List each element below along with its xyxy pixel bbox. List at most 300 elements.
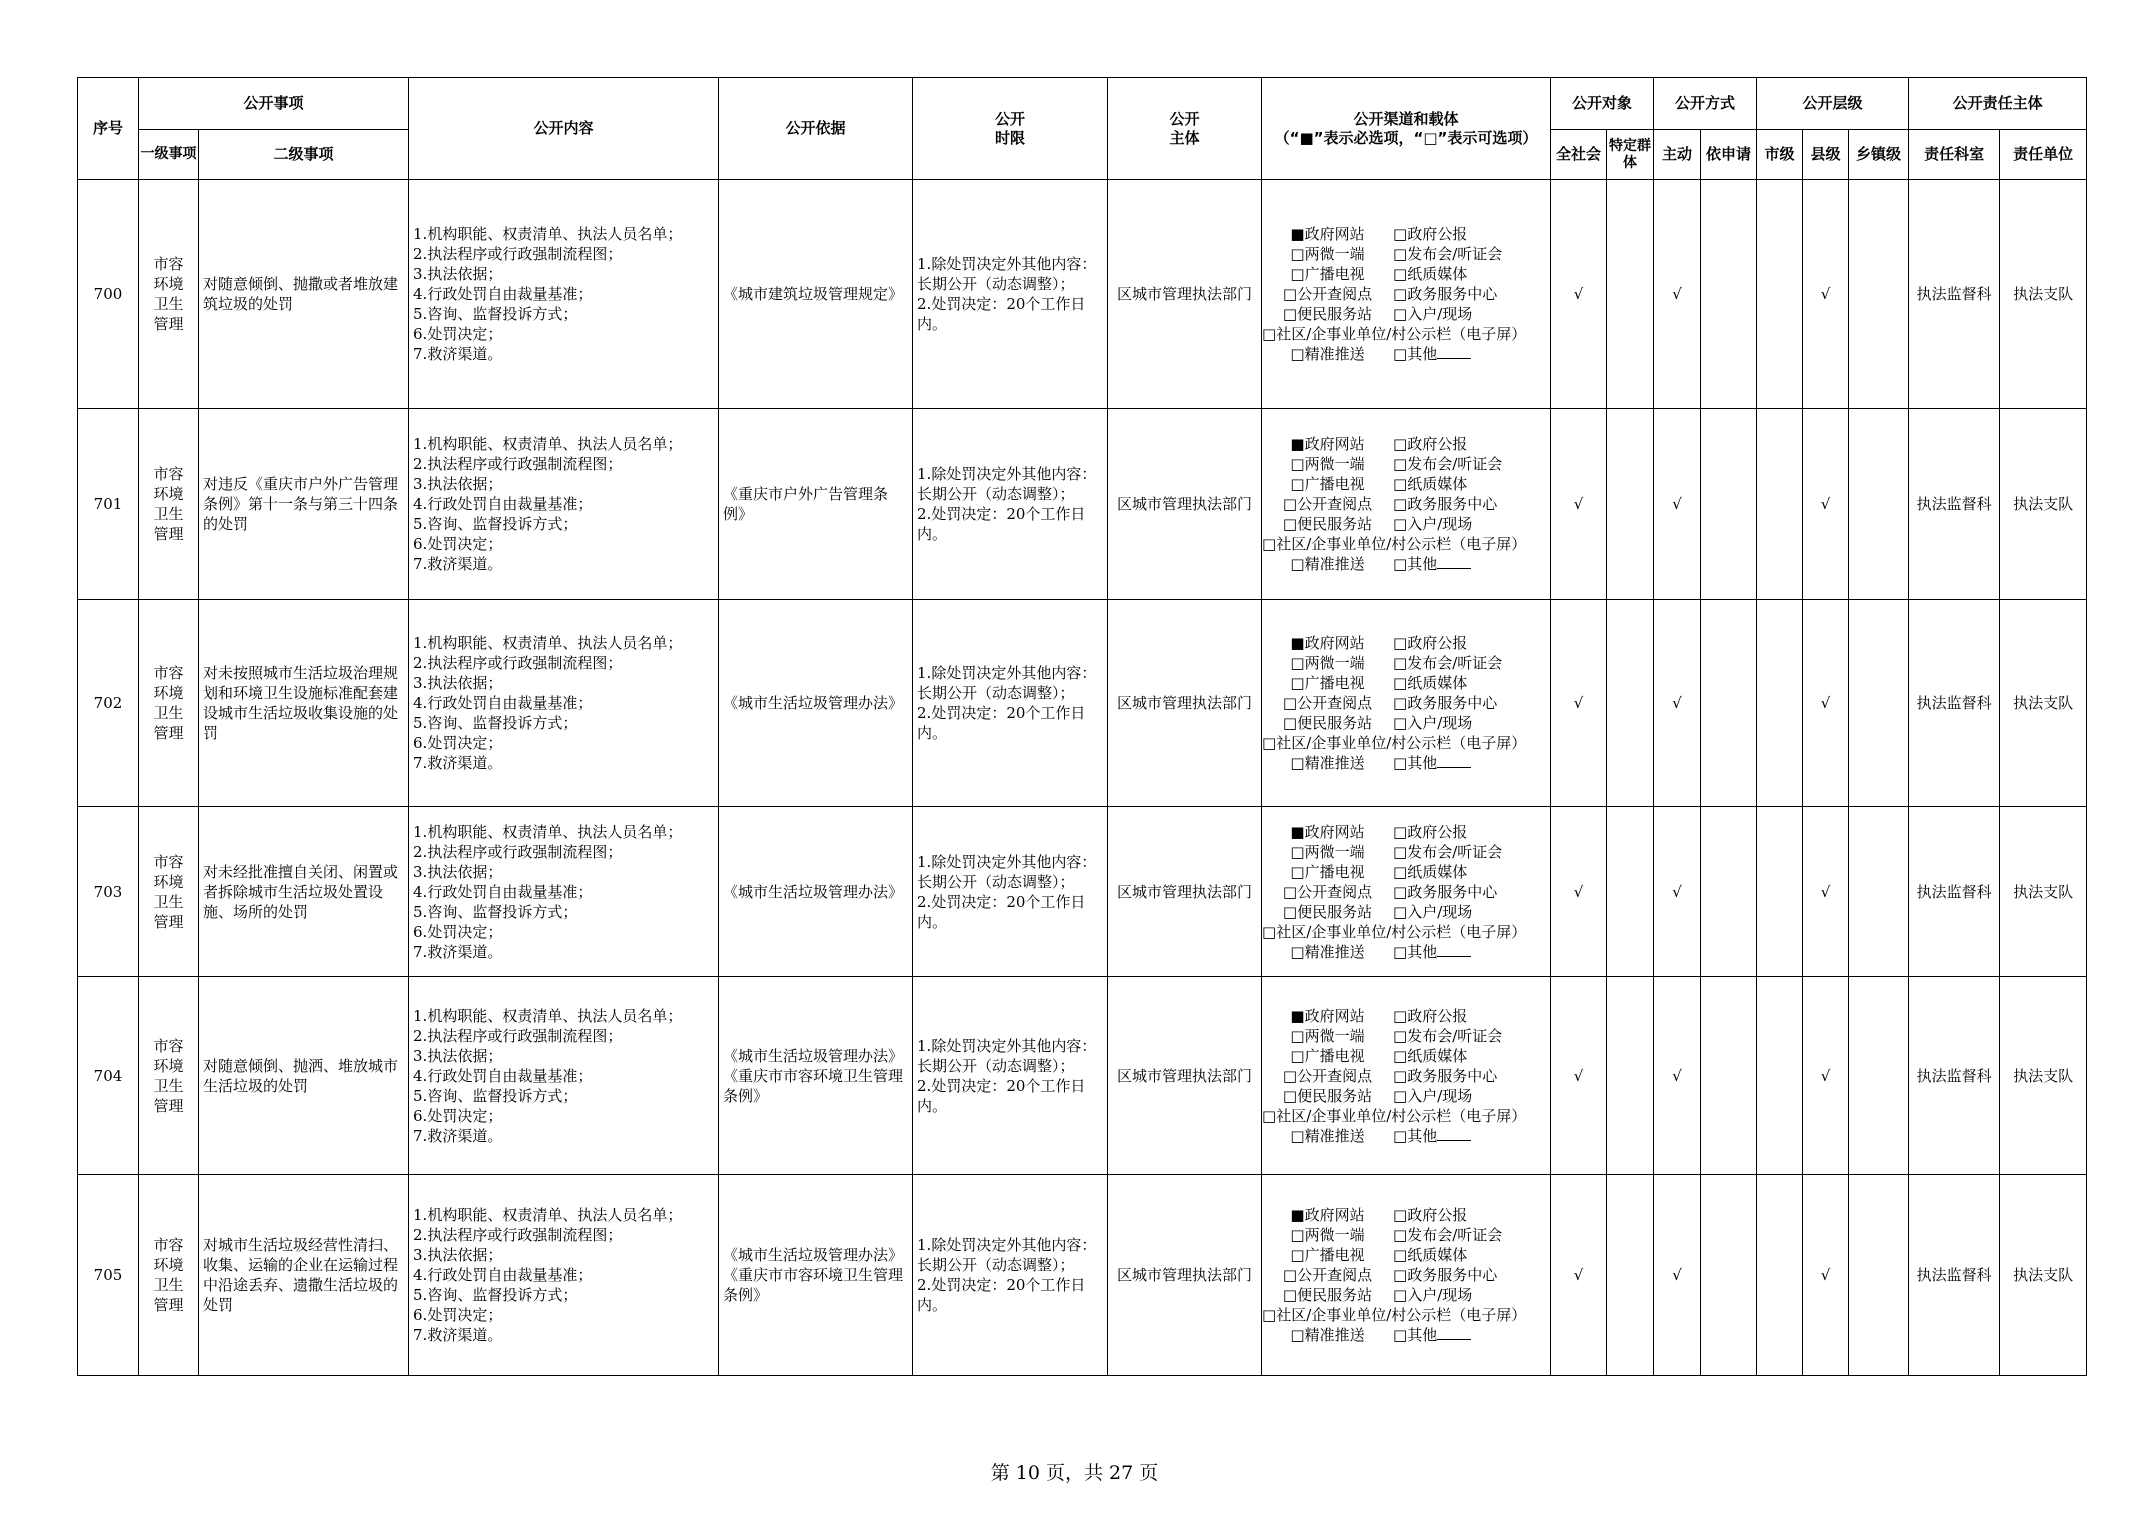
header-resp-unit: 责任单位 [2000,130,2087,180]
channel-option: □公开查阅点 [1282,882,1373,901]
header-time-limit: 公开 时限 [913,78,1108,180]
content-line: 6.处罚决定； [413,325,503,343]
channel-row [1262,822,1550,842]
row-basis: 《城市生活垃圾管理办法》《重庆市市容环境卫生管理条例》 [719,1175,913,1376]
header-level-county: 县级 [1803,130,1849,180]
check-mode-active: √ [1654,409,1701,600]
channel-option: □便民服务站 [1282,515,1373,533]
row-time-limit: 1.除处罚决定外其他内容：长期公开（动态调整）； 2.处罚决定：20个工作日内。 [913,977,1108,1175]
row-level2: 对未按照城市生活垃圾治理规划和环境卫生设施标准配套建设城市生活垃圾收集设施的处罚 [199,600,409,807]
channel-row [1262,1325,1550,1345]
channel-row [1262,1205,1550,1225]
channel-option [1393,1126,1471,1146]
check-level-county: √ [1803,977,1849,1175]
channel-option: □广播电视 [1290,674,1365,692]
header-mode-apply: 依申请 [1701,130,1757,180]
channel-option [1393,1026,1502,1046]
channel-option: □便民服务站 [1282,1086,1373,1105]
header-level1: 一级事项 [139,130,199,180]
header-object-special: 特定群体 [1607,130,1654,180]
check-level-city [1757,977,1803,1175]
content-line: 3.执法依据； [413,475,503,493]
content-line: 1.机构职能、权责清单、执法人员名单； [413,1206,683,1224]
channel-option-label: □发布会/听证会 [1393,654,1503,672]
row-time-limit: 1.除处罚决定外其他内容：长期公开（动态调整）； 2.处罚决定：20个工作日内。 [913,600,1108,807]
channel-option-label: □政务服务中心 [1393,285,1498,303]
channel-option-label: □其他 [1393,555,1438,573]
channel-option [1393,942,1471,962]
channel-option [1393,474,1467,494]
row-basis: 《城市建筑垃圾管理规定》 [719,180,913,409]
channel-row [1262,224,1550,244]
channel-option-label: □其他 [1393,1326,1438,1344]
row-channels [1262,977,1551,1175]
check-level-county: √ [1803,600,1849,807]
channel-row [1262,1245,1550,1265]
channel-option: □社区/企事业单位/村公示栏（电子屏） [1262,734,1527,752]
content-line: 7.救济渠道。 [413,942,503,961]
row-seq: 701 [78,409,139,600]
table-row [78,600,2087,807]
channel-option [1393,1066,1497,1086]
check-object-all: √ [1551,807,1607,977]
table-row [78,409,2087,600]
content-line: 7.救济渠道。 [413,1326,503,1344]
content-line: 2.执法程序或行政强制流程图； [413,842,623,861]
check-level-county: √ [1803,1175,1849,1376]
channel-option [1393,1245,1467,1265]
check-object-special [1607,1175,1654,1376]
channel-option: □公开查阅点 [1282,495,1373,513]
content-line: 3.执法依据； [413,674,503,692]
channel-option [1393,673,1467,693]
row-resp-office: 执法监督科 [1909,600,2000,807]
channel-option: □公开查阅点 [1282,1066,1373,1085]
channel-option [1393,494,1497,514]
channel-option-label: □政府公报 [1393,822,1468,841]
channel-option-label: □纸质媒体 [1393,1246,1468,1264]
row-level2: 对城市生活垃圾经营性清扫、收集、运输的企业在运输过程中沿途丢弃、遗撒生活垃圾的处罚 [199,1175,409,1376]
channel-option: □两微一端 [1290,1226,1365,1244]
channel-option: □广播电视 [1290,1246,1365,1264]
content-line: 3.执法依据； [413,862,503,881]
row-content [409,409,719,600]
content-line: 1.机构职能、权责清单、执法人员名单； [413,822,683,841]
content-line: 5.咨询、监督投诉方式； [413,902,578,921]
channel-option-label: □政务服务中心 [1393,694,1498,712]
header-resp-office: 责任科室 [1909,130,2000,180]
check-level-city [1757,409,1803,600]
channel-option [1393,753,1471,773]
channel-option-label: □纸质媒体 [1393,475,1468,493]
row-resp-office: 执法监督科 [1909,180,2000,409]
check-level-town [1849,180,1909,409]
content-line: 6.处罚决定； [413,1306,503,1324]
channel-row [1262,1106,1550,1126]
channel-option-label: □其他 [1393,942,1438,961]
channel-row [1262,284,1550,304]
header-object: 公开对象 [1551,78,1654,130]
channel-row [1262,693,1550,713]
channel-option: □精准推送 [1290,1126,1365,1145]
channel-option-label: □入户/现场 [1393,902,1473,921]
channel-row [1262,902,1550,922]
table-row [78,1175,2087,1376]
channel-row [1262,1006,1550,1026]
check-mode-apply [1701,1175,1757,1376]
channel-row [1262,882,1550,902]
channel-option-label: □发布会/听证会 [1393,455,1503,473]
check-level-county: √ [1803,409,1849,600]
disclosure-table [77,77,2087,1376]
check-level-city [1757,600,1803,807]
channel-row [1262,1225,1550,1245]
row-level2: 对未经批准擅自关闭、闲置或者拆除城市生活垃圾处置设施、场所的处罚 [199,807,409,977]
channel-option-label: □政务服务中心 [1393,1066,1498,1085]
channel-row [1262,1305,1550,1325]
header-resp: 公开责任主体 [1909,78,2087,130]
channel-option: □社区/企事业单位/村公示栏（电子屏） [1262,535,1527,553]
content-line: 4.行政处罚自由裁量基准； [413,694,593,712]
channel-option [1393,902,1472,922]
channel-row [1262,1046,1550,1066]
check-mode-active: √ [1654,977,1701,1175]
page-footer: 第 10 页，共 27 页 [990,1462,1159,1484]
channel-option [1393,1285,1472,1305]
channel-option [1393,344,1471,364]
check-object-special [1607,977,1654,1175]
other-blank-line [1437,554,1471,569]
header-level-city: 市级 [1757,130,1803,180]
header-subject: 公开 主体 [1108,78,1262,180]
check-mode-active: √ [1654,1175,1701,1376]
row-subject: 区城市管理执法部门 [1108,807,1262,977]
row-level1: 市容环境卫生管理 [139,1175,199,1376]
channel-option: □便民服务站 [1282,305,1373,323]
channel-option-label: □政府公报 [1393,634,1468,652]
channel-option [1393,1205,1467,1225]
channel-option-label: □入户/现场 [1393,1286,1473,1304]
content-line: 1.机构职能、权责清单、执法人员名单； [413,1006,683,1025]
channel-option [1393,842,1502,862]
channel-option: ■政府网站 [1290,822,1365,841]
row-resp-unit: 执法支队 [2000,807,2087,977]
channel-row [1262,673,1550,693]
content-line: 5.咨询、监督投诉方式； [413,305,578,323]
channel-option [1393,264,1467,284]
check-object-special [1607,600,1654,807]
channel-option-label: □政府公报 [1393,435,1468,453]
channel-option: □便民服务站 [1282,902,1373,921]
channel-option: □精准推送 [1290,345,1365,363]
channel-row [1262,304,1550,324]
other-blank-line [1437,942,1471,957]
channel-option: □精准推送 [1290,1326,1365,1344]
row-seq: 705 [78,1175,139,1376]
check-mode-apply [1701,977,1757,1175]
content-line: 4.行政处罚自由裁量基准； [413,1266,593,1284]
channel-row [1262,1265,1550,1285]
row-resp-unit: 执法支队 [2000,180,2087,409]
header-seq: 序号 [78,78,139,180]
row-level2: 对随意倾倒、抛洒、堆放城市生活垃圾的处罚 [199,977,409,1175]
channel-option: □社区/企事业单位/村公示栏（电子屏） [1262,325,1527,343]
row-subject: 区城市管理执法部门 [1108,1175,1262,1376]
channel-option [1393,304,1472,324]
row-level1: 市容环境卫生管理 [139,180,199,409]
channel-option-label: □政务服务中心 [1393,882,1498,901]
channel-option-label: □入户/现场 [1393,515,1473,533]
header-object-all: 全社会 [1551,130,1607,180]
row-basis: 《重庆市户外广告管理条例》 [719,409,913,600]
row-time-limit: 1.除处罚决定外其他内容：长期公开（动态调整）； 2.处罚决定：20个工作日内。 [913,180,1108,409]
check-object-all: √ [1551,409,1607,600]
channel-option: □公开查阅点 [1282,694,1373,712]
channel-row [1262,753,1550,773]
channel-option: □广播电视 [1290,265,1365,283]
channel-option [1393,224,1467,244]
row-seq: 702 [78,600,139,807]
content-line: 6.处罚决定； [413,535,503,553]
channel-row [1262,1026,1550,1046]
row-resp-unit: 执法支队 [2000,409,2087,600]
row-channels [1262,1175,1551,1376]
row-seq: 704 [78,977,139,1175]
channel-row [1262,1066,1550,1086]
row-channels [1262,807,1551,977]
channel-option-label: □纸质媒体 [1393,265,1468,283]
channel-option [1393,554,1471,574]
channel-option-label: □政府公报 [1393,225,1468,243]
row-time-limit: 1.除处罚决定外其他内容：长期公开（动态调整）； 2.处罚决定：20个工作日内。 [913,409,1108,600]
row-resp-unit: 执法支队 [2000,600,2087,807]
channel-option [1393,1046,1467,1066]
channel-row [1262,264,1550,284]
channel-option [1393,454,1502,474]
content-line: 6.处罚决定； [413,922,503,941]
content-line: 7.救济渠道。 [413,345,503,363]
channel-row [1262,344,1550,364]
row-subject: 区城市管理执法部门 [1108,977,1262,1175]
content-line: 3.执法依据； [413,1246,503,1264]
row-level2: 对随意倾倒、抛撒或者堆放建筑垃圾的处罚 [199,180,409,409]
channel-option: □广播电视 [1290,862,1365,881]
content-line: 4.行政处罚自由裁量基准； [413,882,593,901]
header-level2: 二级事项 [199,130,409,180]
check-object-all: √ [1551,600,1607,807]
row-time-limit: 1.除处罚决定外其他内容：长期公开（动态调整）； 2.处罚决定：20个工作日内。 [913,807,1108,977]
row-seq: 700 [78,180,139,409]
check-object-all: √ [1551,977,1607,1175]
check-object-special [1607,180,1654,409]
channel-option-label: □发布会/听证会 [1393,1026,1503,1045]
row-channels [1262,180,1551,409]
check-mode-apply [1701,600,1757,807]
check-object-all: √ [1551,1175,1607,1376]
content-line: 2.执法程序或行政强制流程图； [413,455,623,473]
table-row [78,807,2087,977]
content-line: 7.救济渠道。 [413,754,503,772]
header-basis: 公开依据 [719,78,913,180]
row-subject: 区城市管理执法部门 [1108,409,1262,600]
channel-option: □社区/企事业单位/村公示栏（电子屏） [1262,922,1527,941]
check-mode-active: √ [1654,180,1701,409]
content-line: 5.咨询、监督投诉方式； [413,1086,578,1105]
channel-row [1262,842,1550,862]
content-line: 7.救济渠道。 [413,1126,503,1145]
check-level-town [1849,977,1909,1175]
channel-option [1393,1325,1471,1345]
check-object-all: √ [1551,180,1607,409]
row-resp-office: 执法监督科 [1909,1175,2000,1376]
channel-option [1393,514,1472,534]
check-level-town [1849,600,1909,807]
channel-option [1393,244,1502,264]
other-blank-line [1437,753,1471,768]
check-object-special [1607,409,1654,600]
channel-option: ■政府网站 [1290,225,1365,243]
content-line: 2.执法程序或行政强制流程图； [413,1026,623,1045]
other-blank-line [1437,1325,1471,1340]
check-mode-active: √ [1654,600,1701,807]
channel-option-label: □纸质媒体 [1393,1046,1468,1065]
channel-option-label: □其他 [1393,345,1438,363]
check-level-town [1849,1175,1909,1376]
channel-option: □两微一端 [1290,455,1365,473]
channel-option [1393,822,1467,842]
check-level-town [1849,807,1909,977]
row-resp-office: 执法监督科 [1909,409,2000,600]
channel-option [1393,862,1467,882]
other-blank-line [1437,344,1471,359]
channel-option: □两微一端 [1290,842,1365,861]
header-matter: 公开事项 [139,78,409,130]
channel-option-label: □入户/现场 [1393,305,1473,323]
check-level-town [1849,409,1909,600]
check-mode-apply [1701,180,1757,409]
channel-option-label: □其他 [1393,1126,1438,1145]
channel-option: □两微一端 [1290,1026,1365,1045]
row-level1: 市容环境卫生管理 [139,807,199,977]
channel-row [1262,534,1550,554]
table-row [78,180,2087,409]
check-object-special [1607,807,1654,977]
check-mode-apply [1701,409,1757,600]
header-channel: 公开渠道和载体 （“■”表示必选项，“□”表示可选项） [1262,78,1551,180]
channel-option: □精准推送 [1290,555,1365,573]
channel-option [1393,882,1497,902]
header-mode: 公开方式 [1654,78,1757,130]
channel-option: ■政府网站 [1290,634,1365,652]
row-content [409,977,719,1175]
channel-option-label: □政府公报 [1393,1206,1468,1224]
channel-row [1262,324,1550,344]
channel-option: □精准推送 [1290,754,1365,772]
check-level-city [1757,807,1803,977]
channel-row [1262,862,1550,882]
row-resp-office: 执法监督科 [1909,977,2000,1175]
channel-option-label: □入户/现场 [1393,714,1473,732]
channel-option-label: □纸质媒体 [1393,674,1468,692]
channel-option: □便民服务站 [1282,1286,1373,1304]
table-row [78,977,2087,1175]
channel-option [1393,434,1467,454]
row-resp-unit: 执法支队 [2000,977,2087,1175]
channel-row [1262,454,1550,474]
channel-row [1262,942,1550,962]
content-line: 5.咨询、监督投诉方式； [413,1286,578,1304]
check-level-city [1757,180,1803,409]
channel-option-label: □政务服务中心 [1393,495,1498,513]
channel-row [1262,244,1550,264]
check-mode-apply [1701,807,1757,977]
content-line: 2.执法程序或行政强制流程图； [413,245,623,263]
row-resp-unit: 执法支队 [2000,1175,2087,1376]
check-level-city [1757,1175,1803,1376]
channel-option [1393,1006,1467,1026]
check-level-county: √ [1803,807,1849,977]
row-subject: 区城市管理执法部门 [1108,600,1262,807]
channel-row [1262,1285,1550,1305]
channel-option [1393,284,1497,304]
row-content [409,807,719,977]
channel-option: □社区/企事业单位/村公示栏（电子屏） [1262,1106,1527,1125]
content-line: 2.执法程序或行政强制流程图； [413,1226,623,1244]
content-line: 5.咨询、监督投诉方式； [413,714,578,732]
header-content: 公开内容 [409,78,719,180]
content-line: 1.机构职能、权责清单、执法人员名单； [413,435,683,453]
channel-row [1262,1086,1550,1106]
content-line: 6.处罚决定； [413,734,503,752]
channel-option [1393,1086,1472,1106]
content-line: 7.救济渠道。 [413,555,503,573]
channel-option: □广播电视 [1290,475,1365,493]
channel-option-label: □发布会/听证会 [1393,842,1503,861]
channel-row [1262,713,1550,733]
channel-option: □两微一端 [1290,654,1365,672]
table-body [78,180,2087,1376]
row-level2: 对违反《重庆市户外广告管理条例》第十一条与第三十四条的处罚 [199,409,409,600]
row-level1: 市容环境卫生管理 [139,600,199,807]
content-line: 4.行政处罚自由裁量基准； [413,285,593,303]
channel-row [1262,474,1550,494]
channel-option: □公开查阅点 [1282,285,1373,303]
channel-option: ■政府网站 [1290,435,1365,453]
channel-option [1393,1265,1497,1285]
content-line: 3.执法依据； [413,1046,503,1065]
row-content [409,600,719,807]
content-line: 5.咨询、监督投诉方式； [413,515,578,533]
row-basis: 《城市生活垃圾管理办法》 [719,807,913,977]
channel-row [1262,1126,1550,1146]
channel-option: □便民服务站 [1282,714,1373,732]
content-line: 4.行政处罚自由裁量基准； [413,1066,593,1085]
content-line: 6.处罚决定； [413,1106,503,1125]
channel-option: □广播电视 [1290,1046,1365,1065]
row-basis: 《城市生活垃圾管理办法》《重庆市市容环境卫生管理条例》 [719,977,913,1175]
row-level1: 市容环境卫生管理 [139,409,199,600]
channel-row [1262,514,1550,534]
channel-row [1262,653,1550,673]
channel-row [1262,554,1550,574]
channel-option: □社区/企事业单位/村公示栏（电子屏） [1262,1306,1527,1324]
other-blank-line [1437,1126,1471,1141]
check-level-county: √ [1803,180,1849,409]
row-time-limit: 1.除处罚决定外其他内容：长期公开（动态调整）； 2.处罚决定：20个工作日内。 [913,1175,1108,1376]
row-seq: 703 [78,807,139,977]
channel-option [1393,1225,1502,1245]
channel-option: ■政府网站 [1290,1006,1365,1025]
